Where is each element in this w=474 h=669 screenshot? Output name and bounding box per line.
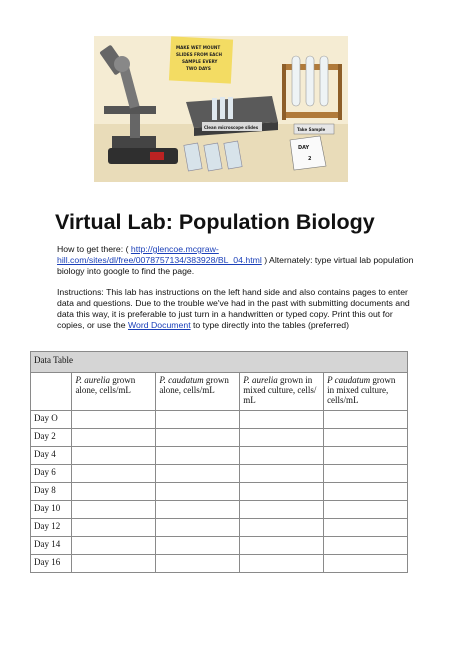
note-line-4: TWO DAYS <box>186 66 211 71</box>
note-line-1: MAKE WET MOUNT <box>176 45 221 50</box>
data-cell[interactable] <box>156 483 240 501</box>
data-cell[interactable] <box>72 465 156 483</box>
note-line-2: SLIDES FROM EACH <box>176 52 223 57</box>
data-cell[interactable] <box>240 411 324 429</box>
table-header-row <box>31 373 408 411</box>
day-label: Day 2 <box>31 429 72 447</box>
how-to-paragraph <box>57 244 422 277</box>
how-to-suffix: ) Alternately: type virtual lab population biology into google to find the page. <box>57 255 414 276</box>
data-cell[interactable] <box>72 555 156 573</box>
data-cell[interactable] <box>240 537 324 555</box>
data-cell[interactable] <box>324 429 408 447</box>
data-cell[interactable] <box>324 411 408 429</box>
data-cell[interactable] <box>72 519 156 537</box>
slides-label: Clean microscope slides <box>204 125 259 130</box>
day-label: Day 12 <box>31 519 72 537</box>
data-table <box>30 351 408 573</box>
header-cell: P. aurelia grown in mixed culture, cells/ mL <box>240 373 324 411</box>
day-card <box>290 136 326 170</box>
data-cell[interactable] <box>324 465 408 483</box>
instructions-text: Instructions: This lab has instructions on the left hand side and also contains pages to enter data and questions. Due to the trouble we've had in the past with submitting documents and data this way, it is preferable to just turn in a handwritten or typed copy. Print this out for copies, or use the <box>57 287 410 330</box>
table-row <box>31 483 408 501</box>
header-blank-cell <box>31 373 72 411</box>
page-title: Virtual Lab: Population Biology <box>55 210 375 234</box>
data-cell[interactable] <box>72 429 156 447</box>
day-label: Day O <box>31 411 72 429</box>
data-cell[interactable] <box>324 483 408 501</box>
word-document-link[interactable]: Word Document <box>128 320 191 330</box>
data-cell[interactable] <box>72 411 156 429</box>
table-row <box>31 537 408 555</box>
table-row <box>31 465 408 483</box>
table-row <box>31 447 408 465</box>
data-cell[interactable] <box>240 519 324 537</box>
table-row <box>31 501 408 519</box>
instructions-suffix: to type directly into the tables (preferred) <box>190 320 349 330</box>
data-cell[interactable] <box>240 447 324 465</box>
data-cell[interactable] <box>156 501 240 519</box>
data-cell[interactable] <box>324 501 408 519</box>
data-cell[interactable] <box>156 555 240 573</box>
data-cell[interactable] <box>324 555 408 573</box>
data-cell[interactable] <box>156 519 240 537</box>
day-label: Day 16 <box>31 555 72 573</box>
table-row <box>31 429 408 447</box>
table-row <box>31 555 408 573</box>
how-to-prefix: How to get there: ( <box>57 244 131 254</box>
day-label: Day 4 <box>31 447 72 465</box>
data-cell[interactable] <box>240 465 324 483</box>
data-cell[interactable] <box>156 429 240 447</box>
header-cell: P. aurelia grown alone, cells/mL <box>72 373 156 411</box>
data-cell[interactable] <box>72 501 156 519</box>
glencoe-link[interactable]: http://glencoe.mcgraw-hill.com/sites/dl/free/0078757134/383928/BL_04.html <box>57 244 262 265</box>
note-line-3: SAMPLE EVERY <box>182 59 218 64</box>
data-cell[interactable] <box>240 555 324 573</box>
data-cell[interactable] <box>156 537 240 555</box>
sample-label: Take Sample <box>297 127 326 132</box>
data-cell[interactable] <box>240 429 324 447</box>
data-cell[interactable] <box>72 483 156 501</box>
data-cell[interactable] <box>324 537 408 555</box>
table-row <box>31 519 408 537</box>
day-label: Day 14 <box>31 537 72 555</box>
day-label: Day 6 <box>31 465 72 483</box>
data-cell[interactable] <box>72 447 156 465</box>
day-card-label: DAY <box>298 145 310 151</box>
data-cell[interactable] <box>240 501 324 519</box>
day-label: Day 10 <box>31 501 72 519</box>
data-cell[interactable] <box>324 447 408 465</box>
day-label: Day 8 <box>31 483 72 501</box>
data-cell[interactable] <box>240 483 324 501</box>
data-cell[interactable] <box>156 447 240 465</box>
instructions-paragraph <box>57 287 422 331</box>
day-card-number: 2 <box>308 156 312 162</box>
slides-box <box>186 96 278 136</box>
table-row <box>31 411 408 429</box>
table-caption: Data Table <box>31 352 408 373</box>
header-cell: P. caudatum grown alone, cells/mL <box>156 373 240 411</box>
data-cell[interactable] <box>156 411 240 429</box>
header-cell: P caudatum grown in mixed culture, cells/mL <box>324 373 408 411</box>
data-cell[interactable] <box>156 465 240 483</box>
instruction-note <box>169 36 233 83</box>
lab-illustration <box>94 36 348 182</box>
data-cell[interactable] <box>72 537 156 555</box>
data-cell[interactable] <box>324 519 408 537</box>
